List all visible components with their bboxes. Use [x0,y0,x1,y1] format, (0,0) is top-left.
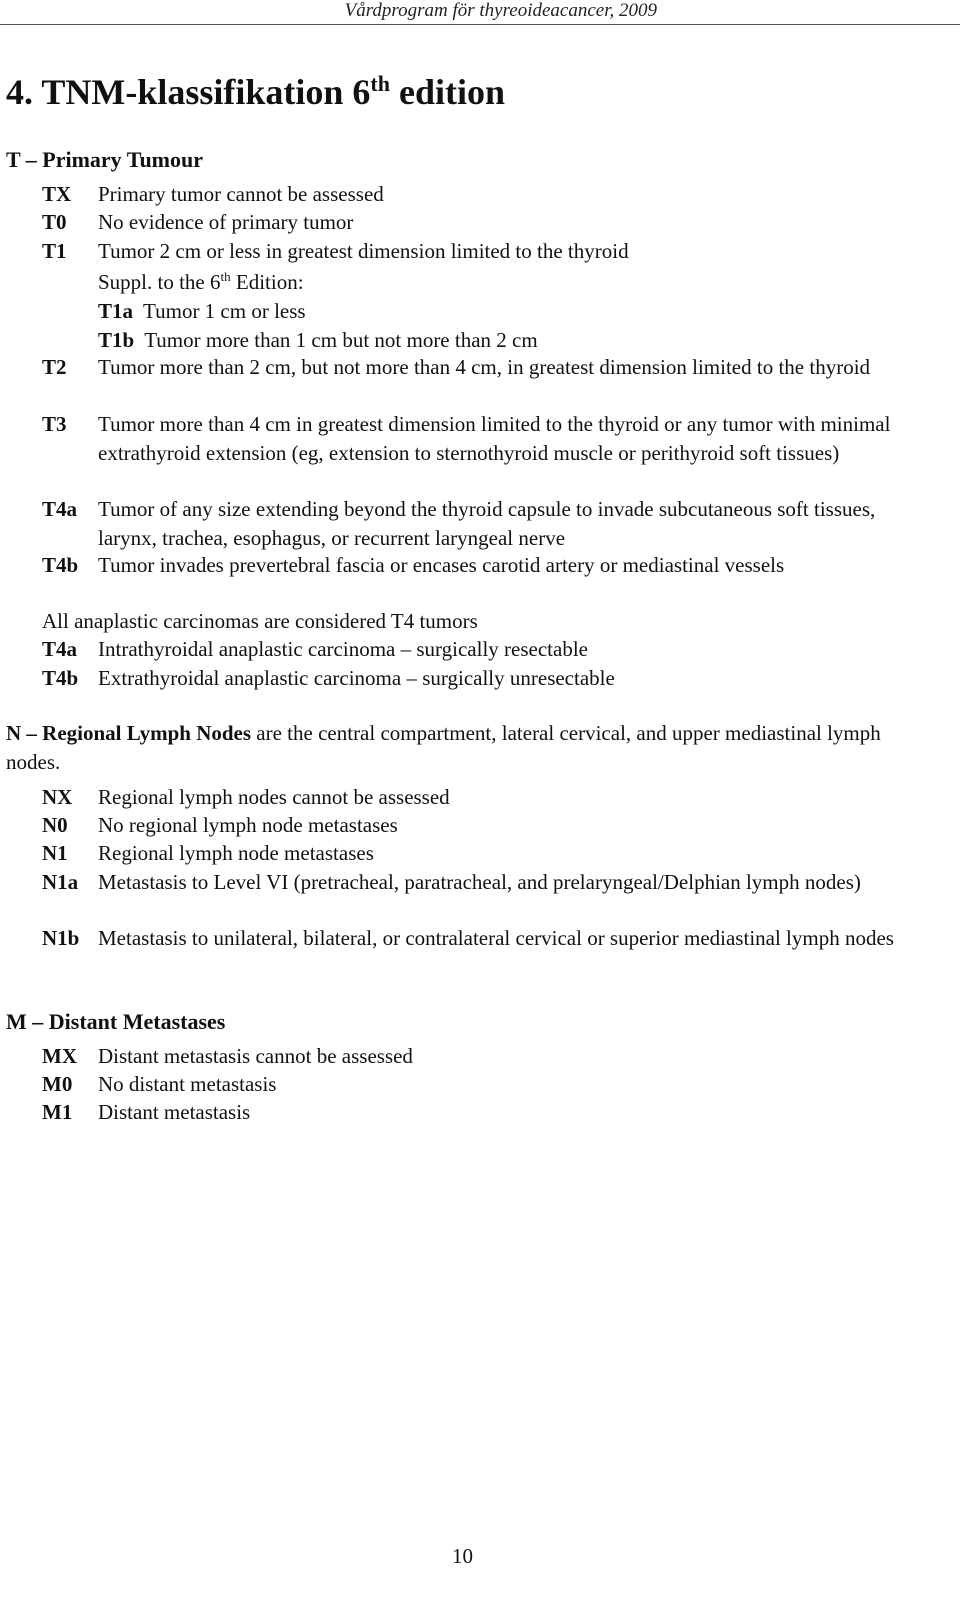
m-text: Distant metastasis [98,1100,251,1124]
anaplastic-code: T4a [42,637,78,661]
page-title [6,70,505,114]
n-section-heading [6,719,926,777]
t-sub-code: T1a [98,299,134,323]
title-sup: th [370,71,390,96]
t-code: TX [42,182,72,206]
t-text: Tumor 2 cm or less in greatest dimension limited to the thyroid [98,239,629,263]
anaplastic-intro-text: All anaplastic carcinomas are considered T4 tumors [42,609,478,633]
t-sub-code: T1b [98,328,135,352]
t-text: Tumor more than 4 cm in greatest dimension limited to the thyroid or any tumor with minimal extrathyroid extension (eg, extension to sternothyroid muscle or perithyroid soft tissues) [98,412,891,465]
t-code: T4a [42,497,78,521]
page-number: 10 [452,1544,473,1568]
n-text: Regional lymph nodes cannot be assessed [98,785,450,809]
m-row [42,1098,932,1127]
n-row [42,839,932,868]
t-code: T0 [42,210,67,234]
suppl-prefix: Suppl. to the 6 [98,270,221,294]
t-row [42,353,932,382]
t-sub-text: Tumor 1 cm or less [143,299,306,323]
m-code: M1 [42,1100,73,1124]
t-text: Tumor more than 2 cm, but not more than 4 cm, in greatest dimension limited to the thyroid [98,355,871,379]
t-row [42,551,932,580]
n-code: N0 [42,813,68,837]
t-sub-text: Tumor more than 1 cm but not more than 2 cm [144,328,538,352]
t-row [42,208,932,237]
t-text: No evidence of primary tumor [98,210,354,234]
n-text: Metastasis to Level VI (pretracheal, paratracheal, and prelaryngeal/Delphian lymph nodes) [98,870,861,894]
t-code: T1 [42,239,67,263]
n-text: Metastasis to unilateral, bilateral, or contralateral cervical or superior mediastinal lymph nodes [98,926,894,950]
m-section-heading: M – Distant Metastases [6,1009,226,1034]
t-code: T2 [42,355,67,379]
running-title: Vårdprogram för thyreoideacancer, 2009 [344,0,657,21]
t-row [42,180,932,209]
n-heading-bold: N – Regional Lymph Nodes [6,721,252,745]
m-text: No distant metastasis [98,1072,277,1096]
n-text: Regional lymph node metastases [98,841,374,865]
n-code: N1a [42,870,79,894]
n-heading-rest: are the central compartment, lateral cervical, and upper mediastinal lymph nodes. [6,721,881,774]
t-text: Tumor invades prevertebral fascia or encases carotid artery or mediastinal vessels [98,553,785,577]
anaplastic-text: Extrathyroidal anaplastic carcinoma – surgically unresectable [98,666,615,690]
t-text: Tumor of any size extending beyond the thyroid capsule to invade subcutaneous soft tissues, larynx, trachea, esophagus, or recurrent laryngeal nerve [98,497,876,550]
t-row [42,495,932,552]
t-section-heading: T – Primary Tumour [6,147,204,172]
t-subrow [98,326,918,355]
t-subrow [98,297,918,326]
title-tail: edition [389,72,505,112]
suppl-note [98,268,918,297]
anaplastic-row [42,635,932,664]
t-code: T3 [42,412,67,436]
anaplastic-intro [42,607,932,636]
m-text: Distant metastasis cannot be assessed [98,1044,413,1068]
n-text: No regional lymph node metastases [98,813,398,837]
n-code: N1 [42,841,68,865]
anaplastic-code: T4b [42,666,79,690]
m-code: MX [42,1044,77,1068]
n-row [42,924,932,953]
title-main: 4. TNM-klassifikation 6 [6,72,371,112]
n-row [42,783,932,812]
suppl-suffix: Edition: [230,270,304,294]
m-row [42,1070,932,1099]
t-row [42,410,932,467]
page-header [0,0,960,25]
t-text: Primary tumor cannot be assessed [98,182,384,206]
suppl-sup: th [220,269,231,284]
t-code: T4b [42,553,79,577]
anaplastic-row [42,664,932,693]
m-row [42,1042,932,1071]
n-row [42,811,932,840]
anaplastic-text: Intrathyroidal anaplastic carcinoma – surgically resectable [98,637,588,661]
n-code: N1b [42,926,80,950]
t-row [42,237,932,266]
n-row [42,868,932,897]
m-code: M0 [42,1072,73,1096]
n-code: NX [42,785,73,809]
